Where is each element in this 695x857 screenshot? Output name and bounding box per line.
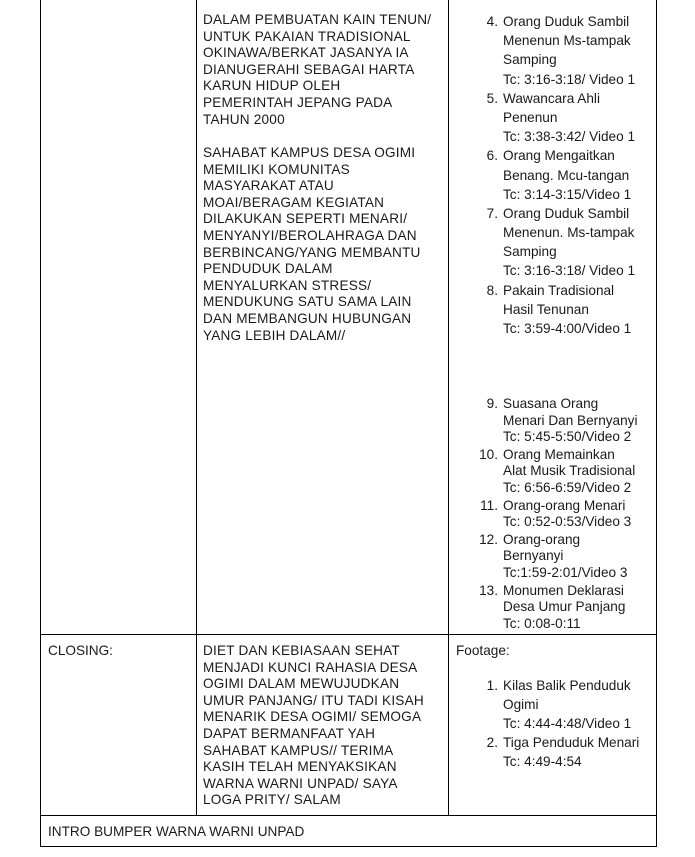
footage-item-number: 6. <box>486 148 498 164</box>
text-line: KASIH TELAH MENYAKSIKAN <box>203 759 397 775</box>
text-line: Tc: 3:14-3:15/Video 1 <box>503 186 632 202</box>
text-line: WARNA WARNI UNPAD/ SAYA <box>203 775 398 791</box>
footage-list-continued <box>486 12 636 338</box>
text-line: Tc:1:59-2:01/Video 3 <box>503 564 628 580</box>
text-line: Tc: 3:38-3:42/ Video 1 <box>503 129 636 145</box>
narration-paragraph-2 <box>203 145 421 344</box>
text-line: DILAKUKAN SEPERTI MENARI/ <box>203 211 408 227</box>
text-line: Orang Mengaitkan <box>503 148 615 164</box>
footage-item <box>480 497 638 531</box>
footage-item <box>479 446 638 497</box>
text-line: Tc: 3:16-3:18/ Video 1 <box>503 263 636 279</box>
text-line: PEMERINTAH JEPANG PADA <box>203 94 393 110</box>
bumper-text: INTRO BUMPER WARNA WARNI UNPAD <box>48 824 305 839</box>
text-line: Wawancara Ahli <box>503 90 600 106</box>
row-divider-2 <box>40 815 657 816</box>
text-line: Tc: 6:56-6:59/Video 2 <box>503 479 632 495</box>
text-line: Orang-orang <box>503 531 581 547</box>
text-line: MENDUKUNG SATU SAMA LAIN <box>203 294 412 310</box>
footage-list-continued-2 <box>479 396 638 633</box>
text-line: BERBINCANG/YANG MEMBANTU <box>203 244 421 260</box>
footage-item <box>486 733 640 771</box>
text-line: Kilas Balik Penduduk <box>503 678 631 693</box>
footage-item-number: 9. <box>486 396 498 411</box>
text-line: MENYANYI/BEROLAHRAGA DAN <box>203 227 417 243</box>
footage-item <box>486 89 636 147</box>
footage-item <box>486 12 636 89</box>
footage-item <box>486 204 636 281</box>
text-line: Bernyanyi <box>503 548 564 564</box>
text-line: Orang Duduk Sambil <box>503 205 630 221</box>
footage-item <box>486 396 638 446</box>
text-line: Monumen Deklarasi <box>503 582 624 598</box>
footage-item-number: 8. <box>486 282 498 298</box>
narration-paragraph-1 <box>203 12 431 128</box>
text-line: UMUR PANJANG/ ITU TADI KISAH <box>203 692 424 708</box>
footage-item <box>486 676 639 733</box>
text-line: LOGA PRITY/ SALAM <box>203 792 341 808</box>
text-line: DIET DAN KEBIASAAN SEHAT <box>203 643 400 658</box>
footage-item-number: 13. <box>479 582 498 598</box>
text-line: MENARIK DESA OGIMI/ SEMOGA <box>203 709 422 725</box>
text-line: PENDUDUK DALAM <box>203 261 333 277</box>
footage-item <box>479 531 638 582</box>
text-line: Samping <box>503 244 557 260</box>
text-line: UNTUK PAKAIAN TRADISIONAL <box>203 28 411 44</box>
text-line: Desa Umur Panjang <box>503 599 626 615</box>
footage-item <box>479 582 638 633</box>
text-line: MOAI/BERAGAM KEGIATAN <box>203 194 385 210</box>
text-line: Tiga Penduduk Menari <box>503 735 640 750</box>
table-border-left <box>40 0 41 847</box>
text-line: Tc: 3:59-4:00/Video 1 <box>503 321 632 336</box>
column-divider-2 <box>448 0 449 815</box>
text-line: Alat Musik Tradisional <box>503 463 636 479</box>
text-line: OKINAWA/BERKAT JASANYA IA <box>203 45 409 61</box>
text-line: MENJADI KUNCI RAHASIA DESA <box>203 659 418 675</box>
text-line: DAN MEMBANGUN HUBUNGAN <box>203 310 412 326</box>
text-line: MENYALURKAN STRESS/ <box>203 277 372 293</box>
text-line: Menari Dan Bernyanyi <box>503 412 638 428</box>
text-line: Ogimi <box>503 697 539 712</box>
text-line: Tc: 0:08-0:11 <box>503 615 581 631</box>
footage-item-number: 11. <box>480 497 498 513</box>
text-line: Samping <box>503 52 557 68</box>
text-line: Menenun. Ms-tampak <box>503 225 635 241</box>
text-line: DIANUGERAHI SEBAGAI HARTA <box>203 61 415 77</box>
closing-footage-list <box>486 676 640 771</box>
text-line: DALAM PEMBUATAN KAIN TENUN/ <box>203 12 432 27</box>
table-border-bottom <box>40 846 657 847</box>
footage-item-number: 1. <box>486 678 498 693</box>
table-border-right <box>656 0 657 847</box>
closing-label: CLOSING: <box>48 643 113 658</box>
text-line: Tc: 4:49-4:54 <box>503 754 582 769</box>
text-line: MEMILIKI KOMUNITAS <box>203 161 350 177</box>
footage-item <box>486 146 635 204</box>
row-divider-1 <box>40 634 657 635</box>
footage-item-number: 5. <box>486 90 498 106</box>
closing-narration <box>203 643 424 809</box>
text-line: Tc: 4:44-4:48/Video 1 <box>503 716 632 731</box>
text-line: OGIMI DALAM MEWUJUDKAN <box>203 676 400 692</box>
text-line: DAPAT BERMANFAAT YAH <box>203 725 376 741</box>
footage-item-number: 10. <box>479 446 498 462</box>
text-line: Orang-orang Menari <box>503 497 626 513</box>
text-line: Tc: 5:45-5:50/Video 2 <box>503 429 632 445</box>
text-line: MASYARAKAT ATAU <box>203 178 334 194</box>
footage-item-number: 4. <box>486 14 498 29</box>
text-line: Suasana Orang <box>503 396 599 411</box>
text-line: Pakain Tradisional <box>503 282 615 298</box>
text-line: Tc: 3:16-3:18/ Video 1 <box>503 71 636 87</box>
text-line: SAHABAT KAMPUS DESA OGIMI <box>203 145 416 160</box>
closing-footage-title: Footage: <box>456 643 510 658</box>
text-line: Hasil Tenunan <box>503 301 589 317</box>
text-line: Orang Duduk Sambil <box>503 14 630 29</box>
text-line: Orang Memainkan <box>503 446 615 462</box>
footage-item-number: 7. <box>486 205 498 221</box>
text-line: Menenun Ms-tampak <box>503 33 631 49</box>
column-divider-1 <box>196 0 197 815</box>
text-line: Tc: 0:52-0:53/Video 3 <box>503 514 632 530</box>
footage-item-number: 2. <box>486 735 498 750</box>
text-line: Benang. Mcu-tangan <box>503 167 630 183</box>
text-line: YANG LEBIH DALAM// <box>203 327 346 343</box>
footage-item-number: 12. <box>479 531 498 547</box>
text-line: SAHABAT KAMPUS// TERIMA <box>203 742 394 758</box>
text-line: Penenun <box>503 109 558 125</box>
text-line: TAHUN 2000 <box>203 111 285 127</box>
footage-item <box>486 281 635 339</box>
text-line: KARUN HIDUP OLEH <box>203 78 341 94</box>
